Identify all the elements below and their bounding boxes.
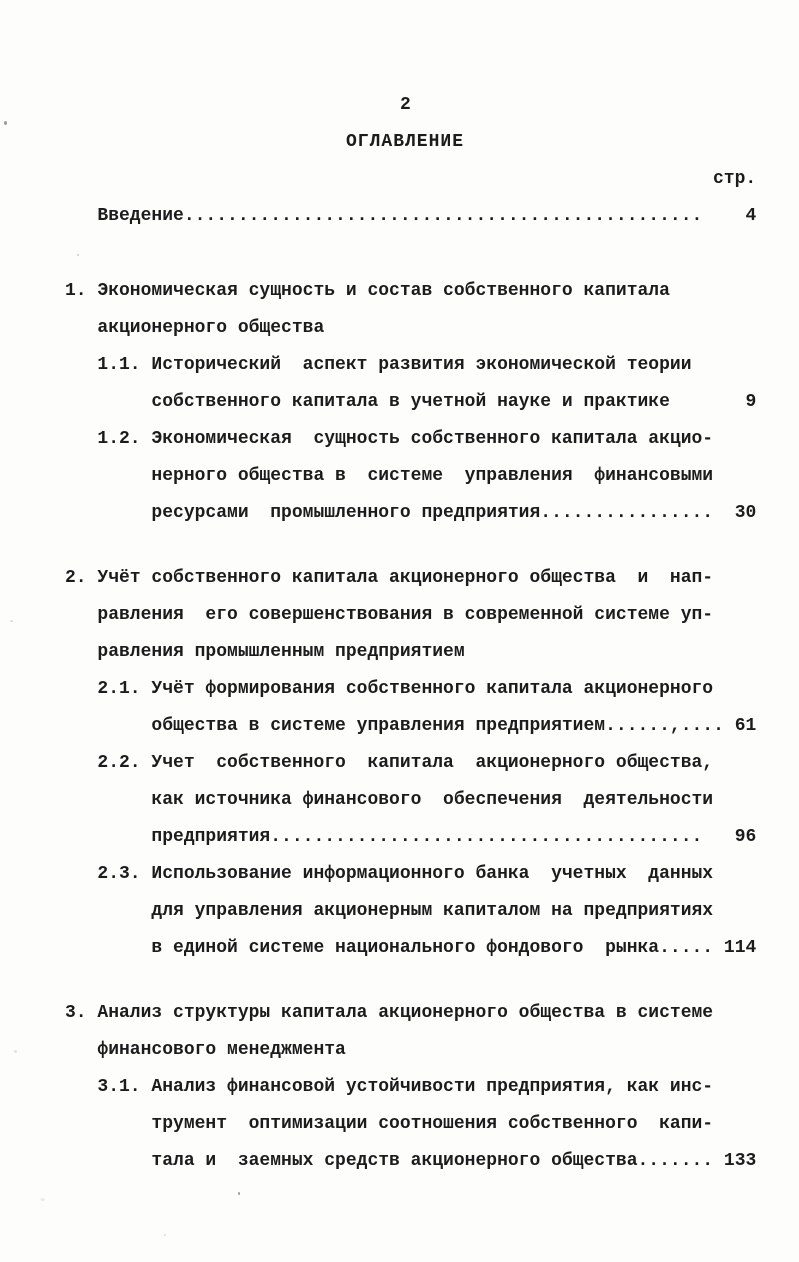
toc-line-4: 1.1. Исторический аспект развития экономической теории <box>65 355 692 375</box>
toc-line-20: 3. Анализ структуры капитала акционерного общества в системе <box>65 1003 714 1023</box>
toc-line-6: 1.2. Экономическая сущность собственного капитала акцио- <box>65 429 714 449</box>
toc-line-8: ресурсами промышленного предприятия................ 30 <box>65 503 757 523</box>
toc-line-15: как источника финансового обеспечения деятельности <box>65 790 714 810</box>
toc-line-21: финансового менеджмента <box>65 1040 346 1060</box>
toc-line-5: собственного капитала в учетной науке и практике 9 <box>65 392 757 412</box>
toc-line-12: 2.1. Учёт формирования собственного капитала акционерного <box>65 679 714 699</box>
toc-text-block <box>65 87 775 1180</box>
toc-line-14: 2.2. Учет собственного капитала акционерного общества, <box>65 753 714 773</box>
toc-line-9: 2. Учёт собственного капитала акционерного общества и нап- <box>65 568 714 588</box>
toc-line-19: в единой системе национального фондового рынка..... 114 <box>65 938 757 958</box>
scan-speck <box>10 620 13 622</box>
toc-line-23: трумент оптимизации соотношения собственного капи- <box>65 1114 714 1134</box>
toc-line-13: общества в системе управления предприятием......,.... 61 <box>65 716 757 736</box>
scan-speck <box>77 254 79 256</box>
toc-line-1: Введение................................................ 4 <box>65 206 757 226</box>
page-column-label: стр. <box>713 169 757 189</box>
toc-heading: ОГЛАВЛЕНИЕ <box>346 132 465 152</box>
scan-speck <box>40 1198 45 1201</box>
toc-line-18: для управления акционерным капиталом на предприятиях <box>65 901 714 921</box>
toc-line-7: нерного общества в системе управления финансовыми <box>65 466 714 486</box>
toc-line-24: тала и заемных средств акционерного общества....... 133 <box>65 1151 757 1171</box>
toc-body <box>65 198 775 1180</box>
scan-speck <box>14 1050 17 1053</box>
scan-speck <box>4 121 7 125</box>
toc-line-17: 2.3. Использование информационного банка учетных данных <box>65 864 714 884</box>
page-number: 2 <box>400 95 411 115</box>
toc-line-11: равления промышленным предприятием <box>65 642 465 662</box>
toc-line-3: акционерного общества <box>65 318 325 338</box>
scan-speck <box>238 1192 240 1195</box>
toc-line-22: 3.1. Анализ финансовой устойчивости предприятия, как инс- <box>65 1077 714 1097</box>
scan-speck <box>164 1234 166 1236</box>
toc-line-10: равления его совершенствования в современной системе уп- <box>65 605 714 625</box>
toc-line-16: предприятия........................................ 96 <box>65 827 757 847</box>
toc-line-2: 1. Экономическая сущность и состав собственного капитала <box>65 281 670 301</box>
